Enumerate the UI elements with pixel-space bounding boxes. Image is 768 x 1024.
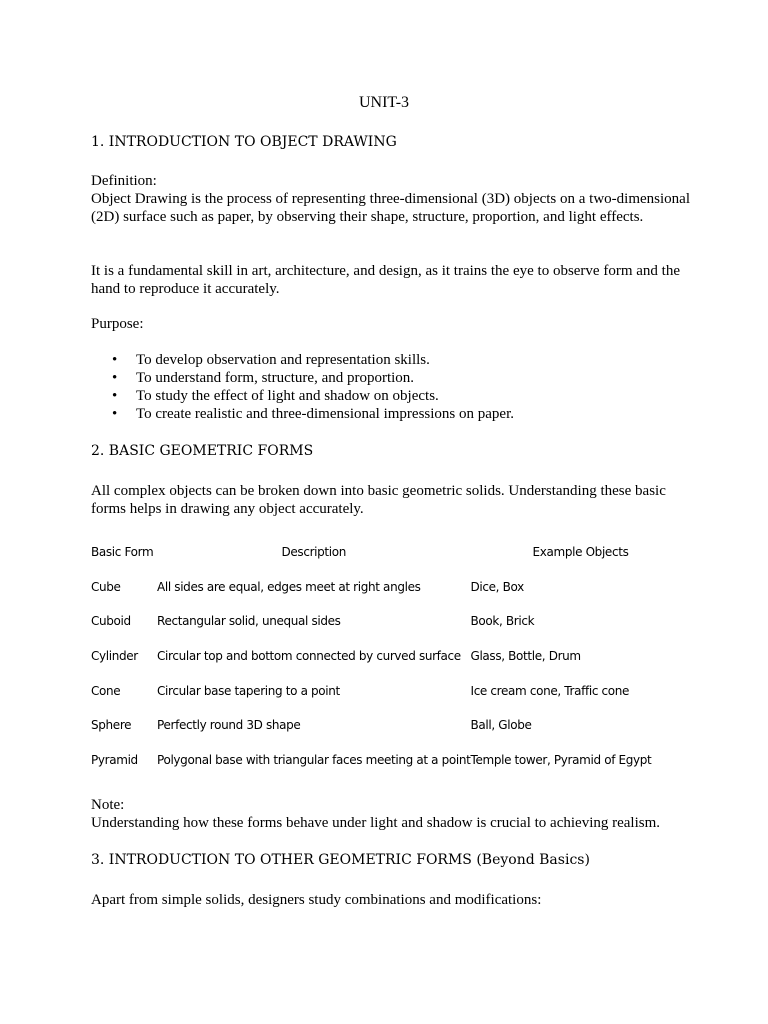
forms-intro: All complex objects can be broken down into basic geometric solids. Understanding these basic forms helps in drawing any object accurately. (91, 483, 666, 517)
purpose-item: • To develop observation and representation skills. (91, 351, 691, 369)
cell-examples: Ball, Globe (470, 718, 532, 733)
cell-examples: Book, Brick (470, 614, 535, 629)
basic-forms-table (91, 535, 691, 777)
cell-examples: Glass, Bottle, Drum (470, 649, 581, 664)
table-row (91, 639, 691, 674)
purpose-item: • To create realistic and three-dimensional impressions on paper. (91, 405, 691, 423)
table-header-row (91, 535, 691, 570)
unit-title: UNIT-3 (358, 94, 410, 111)
cell-description: Rectangular solid, unequal sides (157, 614, 341, 629)
table-row (91, 673, 691, 708)
skill-paragraph: It is a fundamental skill in art, architecture, and design, as it trains the eye to observe form and the hand to reproduce it accurately. (91, 263, 680, 297)
table-row (91, 570, 691, 605)
section-3-heading: 3. INTRODUCTION TO OTHER GEOMETRIC FORMS (Beyond Basics) (91, 852, 590, 868)
purpose-list (91, 351, 691, 423)
table-row (91, 604, 691, 639)
cell-description: Circular base tapering to a point (157, 683, 340, 698)
table-row (91, 743, 691, 778)
cell-form: Cone (91, 683, 121, 698)
definition-text: Object Drawing is the process of representing three-dimensional (3D) objects on a two-dimensional (2D) surface such as paper, by observing their shape, structure, proportion, and light effects. (91, 191, 690, 225)
cell-form: Cuboid (91, 614, 131, 629)
column-header-basic-form: Basic Form (91, 545, 154, 560)
cell-description: Polygonal base with triangular faces meeting at a point (157, 752, 471, 767)
section-3-intro: Apart from simple solids, designers study combinations and modifications: (91, 892, 542, 908)
cell-description: Circular top and bottom connected by curved surface (157, 649, 461, 664)
cell-examples: Temple tower, Pyramid of Egypt (470, 752, 652, 767)
cell-description: Perfectly round 3D shape (157, 718, 301, 733)
column-header-description: Description (281, 545, 346, 560)
note-label: Note: (91, 797, 125, 813)
purpose-label: Purpose: (91, 316, 144, 332)
definition-label: Definition: (91, 173, 157, 189)
cell-form: Sphere (91, 718, 132, 733)
cell-examples: Ice cream cone, Traffic cone (470, 683, 630, 698)
cell-form: Cube (91, 579, 121, 594)
purpose-item: • To study the effect of light and shadow on objects. (91, 387, 691, 405)
cell-description: All sides are equal, edges meet at right angles (157, 579, 421, 594)
cell-form: Pyramid (91, 752, 138, 767)
cell-examples: Dice, Box (470, 579, 524, 594)
column-header-example-objects: Example Objects (532, 545, 629, 560)
table-row (91, 708, 691, 743)
section-1-heading: 1. INTRODUCTION TO OBJECT DRAWING (91, 134, 397, 150)
cell-form: Cylinder (91, 649, 138, 664)
note-text: Understanding how these forms behave under light and shadow is crucial to achieving realism. (91, 815, 661, 831)
section-2-heading: 2. BASIC GEOMETRIC FORMS (91, 443, 314, 459)
purpose-item: • To understand form, structure, and proportion. (91, 369, 691, 387)
